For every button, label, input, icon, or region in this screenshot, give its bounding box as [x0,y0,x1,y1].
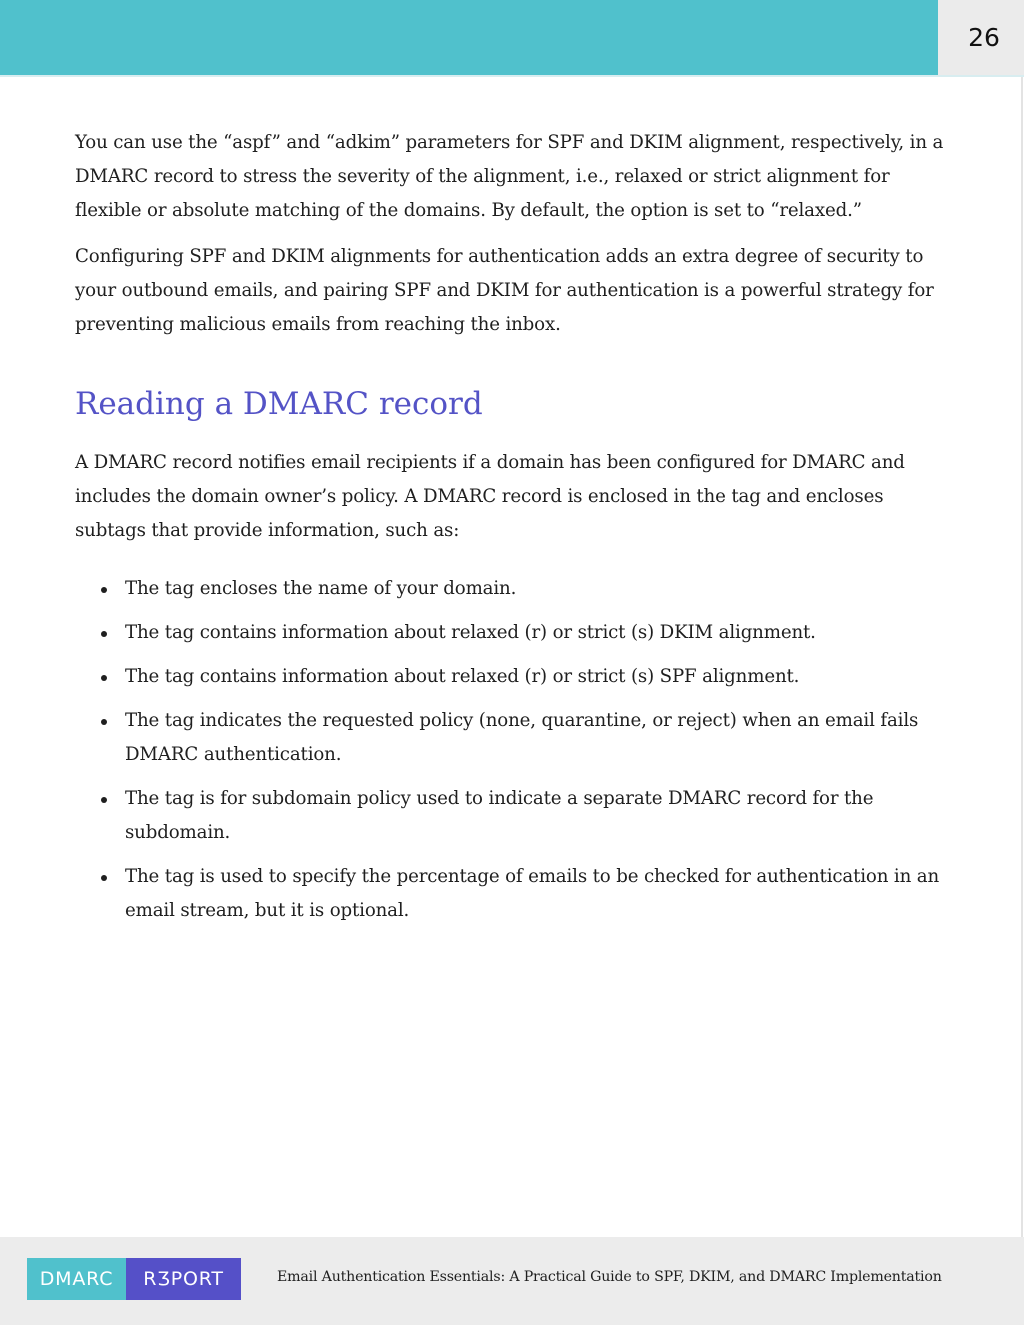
intro-paragraph-2: Configuring SPF and DKIM alignments for authentication adds an extra degree of security to your outbound emails, and pairing SPF and DKIM for authentication is a powerful strategy for preventing malicious emails from reaching the inbox. [75,246,934,335]
list-item-text: The tag contains information about relaxed (r) or strict (s) SPF alignment. [125,666,800,687]
list-item [125,704,955,772]
page-content [75,126,955,938]
list-item [125,572,955,606]
intro-paragraph-1: You can use the “aspf” and “adkim” parameters for SPF and DKIM alignment, respectively, in a DMARC record to stress the severity of the alignment, i.e., relaxed or strict alignment for flexible or absolute matching of the domains. By default, the option is set to “relaxed.” [75,132,944,221]
list-item-text: The tag is for subdomain policy used to indicate a separate DMARC record for the subdomain. [125,788,874,843]
dmarc-report-logo [27,1258,241,1300]
subtag-list [75,572,955,928]
document-title: Email Authentication Essentials: A Practical Guide to SPF, DKIM, and DMARC Implementation [277,1269,942,1285]
section-heading: Reading a DMARC record [75,386,483,422]
bullet-icon [101,719,107,725]
list-item-text: The tag indicates the requested policy (none, quarantine, or reject) when an email fails DMARC authentication. [125,710,919,765]
section-paragraph: A DMARC record notifies email recipients if a domain has been configured for DMARC and includes the domain owner’s policy. A DMARC record is enclosed in the tag and encloses subtags that provide information, such as: [75,452,905,541]
list-item [125,782,955,850]
bullet-icon [101,875,107,881]
logo-dmarc-block [27,1258,126,1300]
header-band [0,0,938,75]
list-item [125,616,955,650]
list-item-text: The tag is used to specify the percentage of emails to be checked for authentication in an email stream, but it is optional. [125,866,940,921]
logo-dmarc-text: DMARC [39,1268,114,1290]
list-item [125,860,955,928]
bullet-icon [101,587,107,593]
page-footer [0,1237,1024,1325]
list-item [125,660,955,694]
list-item-text: The tag contains information about relaxed (r) or strict (s) DKIM alignment. [125,622,816,643]
page-number-text: 26 [968,23,1000,52]
bullet-icon [101,797,107,803]
page-number [938,0,1024,75]
header-divider [0,75,1024,77]
logo-report-block [126,1258,241,1300]
list-item-text: The tag encloses the name of your domain. [125,578,517,599]
bullet-icon [101,631,107,637]
bullet-icon [101,675,107,681]
logo-report-text: RƷPORT [143,1268,224,1290]
page-edge [1021,77,1023,1237]
